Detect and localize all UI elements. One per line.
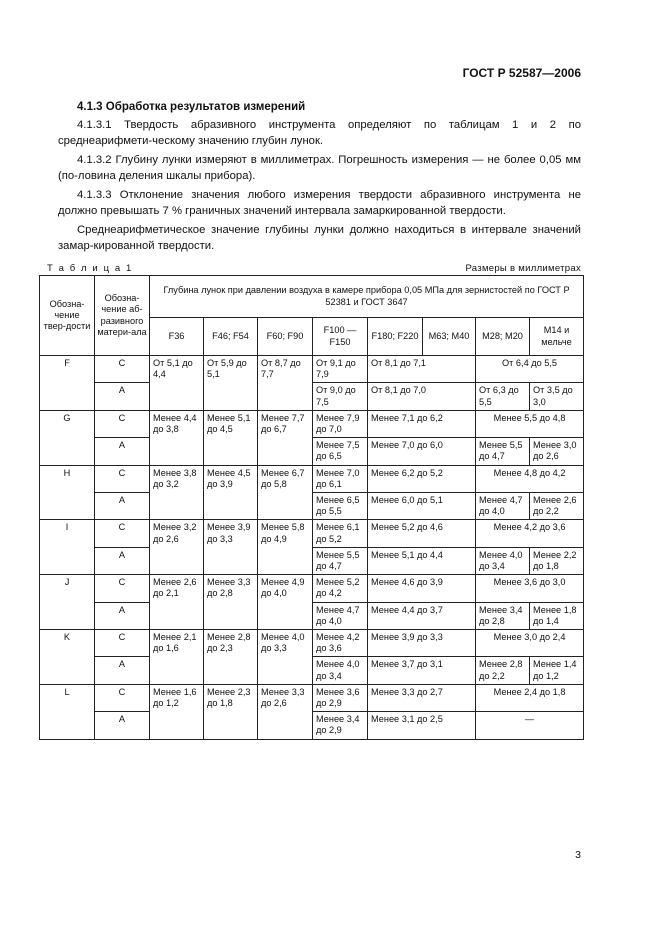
table-cell: Менее 1,6 до 1,2 bbox=[150, 684, 204, 739]
table-row bbox=[40, 356, 584, 383]
abrasive-cell: С bbox=[95, 465, 150, 492]
table-cell: От 3,5 до 3,0 bbox=[530, 383, 584, 410]
hardness-cell: H bbox=[40, 465, 95, 520]
table-cell: От 9,0 до 7,5 bbox=[313, 383, 368, 410]
table-cell: От 8,7 до 7,7 bbox=[258, 356, 313, 411]
abrasive-cell: А bbox=[95, 657, 150, 684]
table-cell: Менее 1,8 до 1,4 bbox=[530, 602, 584, 629]
hardness-cell: I bbox=[40, 520, 95, 575]
table-cell: Менее 2,8 до 2,2 bbox=[476, 657, 530, 684]
abrasive-cell: А bbox=[95, 602, 150, 629]
header-grit: F100 — F150 bbox=[313, 318, 368, 356]
table-row bbox=[40, 547, 584, 574]
body-text bbox=[58, 117, 581, 257]
paragraph: 4.1.3.1 Твердость абразивного инструмента определяют по таблицам 1 и 2 по среднеарифмети-ческому значению глубин лунок. bbox=[58, 119, 581, 148]
table-cell: Менее 3,9 до 3,3 bbox=[204, 520, 258, 575]
table-cell: Менее 3,4 до 2,8 bbox=[476, 602, 530, 629]
table-cell: Менее 4,0 до 3,4 bbox=[313, 657, 368, 684]
table-cell: Менее 7,5 до 6,5 bbox=[313, 438, 368, 465]
table-cell: От 5,9 до 5,1 bbox=[204, 356, 258, 411]
table-row bbox=[40, 493, 584, 520]
table-cell: Менее 2,6 до 2,2 bbox=[530, 493, 584, 520]
table-cell: Менее 3,0 до 2,6 bbox=[530, 438, 584, 465]
table-cell: Менее 5,5 до 4,7 bbox=[476, 438, 530, 465]
table-row bbox=[40, 465, 584, 492]
hardness-table bbox=[39, 275, 584, 740]
table-row bbox=[40, 438, 584, 465]
page-number: 3 bbox=[575, 849, 581, 861]
abrasive-cell: А bbox=[95, 712, 150, 739]
table-cell: Менее 7,0 до 6,0 bbox=[368, 438, 476, 465]
table-cell: Менее 5,2 до 4,2 bbox=[313, 575, 368, 602]
table-cell: Менее 3,6 до 2,9 bbox=[313, 684, 368, 711]
table-cell: Менее 4,6 до 3,9 bbox=[368, 575, 476, 602]
abrasive-cell: А bbox=[95, 438, 150, 465]
abrasive-cell: А bbox=[95, 493, 150, 520]
table-cell: Менее 2,3 до 1,8 bbox=[204, 684, 258, 739]
table-cell: От 6,3 до 5,5 bbox=[476, 383, 530, 410]
table-cell: Менее 2,4 до 1,8 bbox=[476, 684, 584, 711]
table-cell: От 9,1 до 7,9 bbox=[313, 356, 368, 383]
table-cell: Менее 5,1 до 4,4 bbox=[368, 547, 476, 574]
table-cell: Менее 4,0 до 3,4 bbox=[476, 547, 530, 574]
table-cell: Менее 4,9 до 4,0 bbox=[258, 575, 313, 630]
table-cell: Менее 5,8 до 4,9 bbox=[258, 520, 313, 575]
header-abrasive: Обозна-чение аб-разивного матери-ала bbox=[95, 276, 150, 356]
table-row bbox=[40, 520, 584, 547]
table-cell: Менее 3,8 до 3,2 bbox=[150, 465, 204, 520]
table-row bbox=[40, 630, 584, 657]
table-cell: Менее 7,9 до 7,0 bbox=[313, 410, 368, 437]
hardness-cell: F bbox=[40, 356, 95, 411]
table-cell: Менее 3,9 до 3,3 bbox=[368, 630, 476, 657]
table-cell: Менее 4,5 до 3,9 bbox=[204, 465, 258, 520]
header-grit: M28; M20 bbox=[476, 318, 530, 356]
table-cell: Менее 6,5 до 5,5 bbox=[313, 493, 368, 520]
table-cell: От 5,1 до 4,4 bbox=[150, 356, 204, 411]
table-cell: Менее 2,2 до 1,8 bbox=[530, 547, 584, 574]
header-grit: F36 bbox=[150, 318, 204, 356]
table-cell: Менее 4,7 до 4,0 bbox=[313, 602, 368, 629]
document-header: ГОСТ Р 52587—2006 bbox=[462, 66, 581, 80]
table-row bbox=[40, 684, 584, 711]
table-cell: Менее 1,4 до 1,2 bbox=[530, 657, 584, 684]
table-cell: Менее 3,3 до 2,8 bbox=[204, 575, 258, 630]
table-cell: Менее 5,2 до 4,6 bbox=[368, 520, 476, 547]
table-cell: От 6,4 до 5,5 bbox=[476, 356, 584, 383]
abrasive-cell: А bbox=[95, 383, 150, 410]
table-cell: Менее 4,2 до 3,6 bbox=[476, 520, 584, 547]
table-cell: Менее 3,3 до 2,6 bbox=[258, 684, 313, 739]
table-cell: Менее 7,7 до 6,7 bbox=[258, 410, 313, 465]
abrasive-cell: С bbox=[95, 410, 150, 437]
header-grit: F60; F90 bbox=[258, 318, 313, 356]
table-cell: — bbox=[476, 712, 584, 739]
table-cell: Менее 5,5 до 4,7 bbox=[313, 547, 368, 574]
table-cell: Менее 3,3 до 2,7 bbox=[368, 684, 476, 711]
table-cell: Менее 2,1 до 1,6 bbox=[150, 630, 204, 685]
table-cell: Менее 5,5 до 4,8 bbox=[476, 410, 584, 437]
table-row bbox=[40, 712, 584, 739]
table-cell: Менее 6,7 до 5,8 bbox=[258, 465, 313, 520]
header-hardness: Обозна-чение твер-дости bbox=[40, 276, 95, 356]
header-grit: M14 и мельче bbox=[530, 318, 584, 356]
table-cell: Менее 7,1 до 6,2 bbox=[368, 410, 476, 437]
hardness-cell: G bbox=[40, 410, 95, 465]
table-cell: Менее 2,6 до 2,1 bbox=[150, 575, 204, 630]
abrasive-cell: С bbox=[95, 684, 150, 711]
header-grit: F46; F54 bbox=[204, 318, 258, 356]
paragraph: 4.1.3.2 Глубину лунки измеряют в миллиметрах. Погрешность измерения — не более 0,05 мм (по-ловина деления шкалы прибора). bbox=[58, 153, 581, 183]
section-title: 4.1.3 Обработка результатов измерений bbox=[77, 101, 306, 113]
table-cell: Менее 3,0 до 2,4 bbox=[476, 630, 584, 657]
table-cell: Менее 6,2 до 5,2 bbox=[368, 465, 476, 492]
header-grit: M63; M40 bbox=[423, 318, 476, 356]
table-cell: Менее 3,6 до 3,0 bbox=[476, 575, 584, 602]
abrasive-cell: С bbox=[95, 575, 150, 602]
table-row bbox=[40, 575, 584, 602]
table-row bbox=[40, 602, 584, 629]
header-depth-group: Глубина лунок при давлении воздуха в камере прибора 0,05 МПа для зернистостей по ГОСТ Р 52381 и ГОСТ 3647 bbox=[150, 276, 584, 318]
table-cell: Менее 4,4 до 3,7 bbox=[368, 602, 476, 629]
table-cell: Менее 3,7 до 3,1 bbox=[368, 657, 476, 684]
table-cell: Менее 3,2 до 2,6 bbox=[150, 520, 204, 575]
table-row bbox=[40, 383, 584, 410]
table-caption: Т а б л и ц а 1 bbox=[47, 263, 133, 274]
table-cell: Менее 5,1 до 4,5 bbox=[204, 410, 258, 465]
paragraph: 4.1.3.3 Отклонение значения любого измерения твердости абразивного инструмента не должно превышать 7 % граничных значений интервала замаркированной твердости. bbox=[58, 188, 581, 218]
abrasive-cell: С bbox=[95, 520, 150, 547]
table-cell: Менее 3,1 до 2,5 bbox=[368, 712, 476, 739]
table-units: Размеры в миллиметрах bbox=[465, 263, 581, 274]
paragraph: Среднеарифметическое значение глубины лунки должно находиться в интервале значений замар-кированной твердости. bbox=[58, 223, 581, 252]
table-cell: От 8,1 до 7,1 bbox=[368, 356, 476, 383]
table-cell: Менее 3,4 до 2,9 bbox=[313, 712, 368, 739]
table-cell: Менее 6,0 до 5,1 bbox=[368, 493, 476, 520]
abrasive-cell: С bbox=[95, 630, 150, 657]
hardness-cell: J bbox=[40, 575, 95, 630]
hardness-cell: L bbox=[40, 684, 95, 739]
abrasive-cell: А bbox=[95, 547, 150, 574]
table-cell: Менее 2,8 до 2,3 bbox=[204, 630, 258, 685]
table-cell: Менее 4,8 до 4,2 bbox=[476, 465, 584, 492]
table-cell: Менее 4,2 до 3,6 bbox=[313, 630, 368, 657]
header-grit: F180; F220 bbox=[368, 318, 423, 356]
table-cell: Менее 7,0 до 6,1 bbox=[313, 465, 368, 492]
hardness-cell: K bbox=[40, 630, 95, 685]
abrasive-cell: С bbox=[95, 356, 150, 383]
table-row bbox=[40, 657, 584, 684]
table-cell: Менее 4,7 до 4,0 bbox=[476, 493, 530, 520]
table-cell: Менее 4,0 до 3,3 bbox=[258, 630, 313, 685]
table-cell: Менее 6,1 до 5,2 bbox=[313, 520, 368, 547]
table-row bbox=[40, 410, 584, 437]
table-cell: Менее 4,4 до 3,8 bbox=[150, 410, 204, 465]
table-cell: От 8,1 до 7,0 bbox=[368, 383, 476, 410]
